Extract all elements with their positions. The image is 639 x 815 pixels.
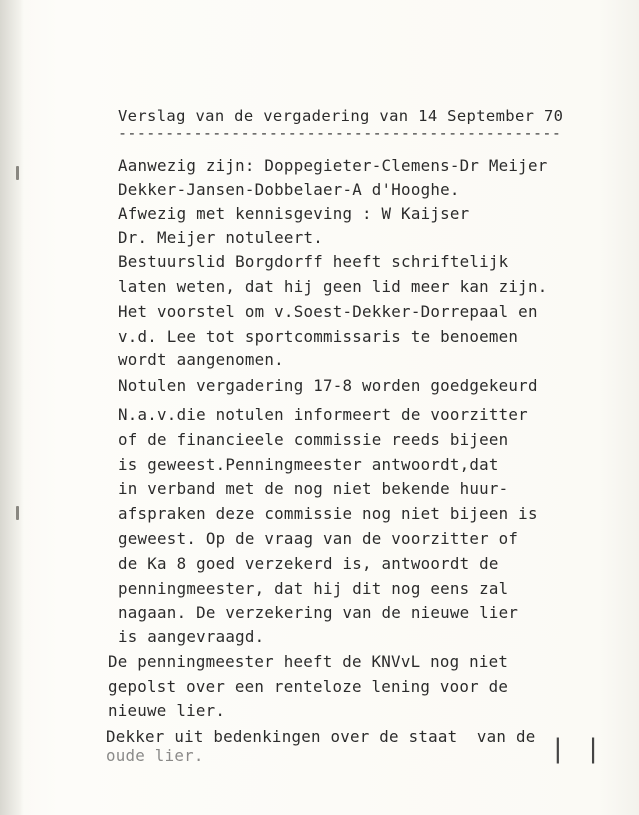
text-line: is aangevraagd. bbox=[118, 627, 265, 646]
binding-edge bbox=[0, 0, 24, 815]
text-line: N.a.v.die notulen informeert de voorzitter bbox=[118, 405, 528, 424]
binding-hole bbox=[16, 506, 19, 520]
text-line: Aanwezig zijn: Doppegieter-Clemens-Dr Meijer bbox=[118, 156, 548, 175]
text-line: v.d. Lee tot sportcommissaris te benoemen bbox=[118, 327, 519, 346]
text-line: nagaan. De verzekering van de nieuwe lier bbox=[118, 603, 519, 622]
document-title: Verslag van de vergadering van 14 September 70 bbox=[118, 107, 564, 125]
binding-hole bbox=[16, 166, 19, 180]
text-line: in verband met de nog niet bekende huur- bbox=[118, 479, 509, 498]
text-line-faded: oude lier. bbox=[106, 746, 204, 765]
text-line: Dekker-Jansen-Dobbelaer-A d'Hooghe. bbox=[118, 180, 460, 199]
text-line: laten weten, dat hij geen lid meer kan zijn. bbox=[118, 277, 548, 296]
text-line: Bestuurslid Borgdorff heeft schriftelijk bbox=[118, 252, 509, 271]
title-underline: ----------------------------------------------- bbox=[118, 124, 562, 142]
text-line: Afwezig met kennisgeving : W Kaijser bbox=[118, 204, 470, 223]
text-line: of de financieele commissie reeds bijeen bbox=[118, 430, 509, 449]
text-line: de Ka 8 goed verzekerd is, antwoordt de bbox=[118, 554, 499, 573]
text-line: Dekker uit bedenkingen over de staat van de bbox=[106, 727, 536, 746]
text-line: gepolst over een renteloze lening voor de bbox=[108, 677, 509, 696]
text-line: Notulen vergadering 17-8 worden goedgekeurd bbox=[118, 376, 538, 395]
margin-mark: | | bbox=[550, 734, 603, 764]
text-line: De penningmeester heeft de KNVvL nog niet bbox=[108, 652, 509, 671]
text-line: nieuwe lier. bbox=[108, 701, 226, 720]
text-line: Dr. Meijer notuleert. bbox=[118, 228, 323, 247]
text-line: Het voorstel om v.Soest-Dekker-Dorrepaal en bbox=[118, 302, 538, 321]
text-line: wordt aangenomen. bbox=[118, 350, 284, 369]
text-line: afspraken deze commissie nog niet bijeen is bbox=[118, 504, 538, 523]
text-line: geweest. Op de vraag van de voorzitter of bbox=[118, 529, 519, 548]
text-line: is geweest.Penningmeester antwoordt,dat bbox=[118, 455, 499, 474]
text-line: penningmeester, dat hij dit nog eens zal bbox=[118, 579, 509, 598]
